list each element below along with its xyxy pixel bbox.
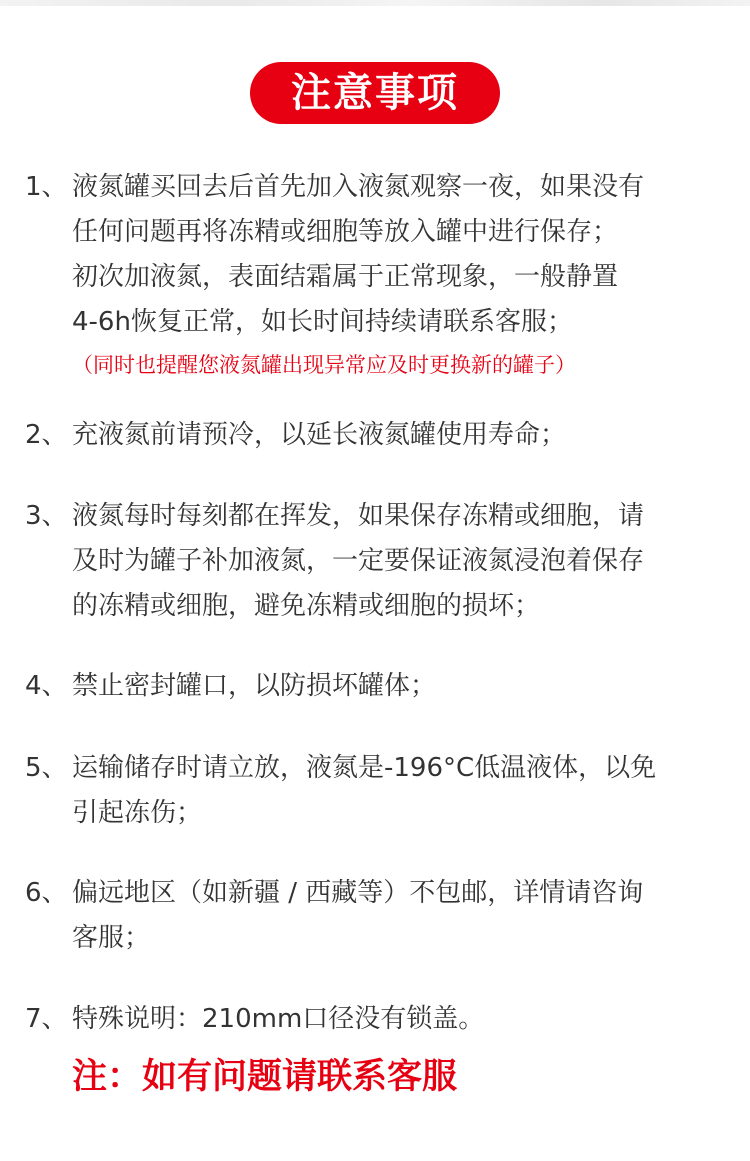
item-number: 5、 <box>25 753 68 783</box>
item-text-line: 4-6h恢复正常，如长时间持续请联系客服； <box>72 307 573 337</box>
item-text-line: 任何问题再将冻精或细胞等放入罐中进行保存； <box>72 217 619 247</box>
item-number: 7、 <box>25 1004 68 1034</box>
item-text-line: 特殊说明：210mm口径没有锁盖。 <box>72 1004 485 1034</box>
item-number: 2、 <box>25 420 68 450</box>
item-text-line: 液氮罐买回去后首先加入液氮观察一夜，如果没有 <box>72 172 645 202</box>
item-number: 6、 <box>25 878 68 908</box>
item-warning-note: （同时也提醒您液氮罐出现异常应及时更换新的罐子） <box>72 353 576 377</box>
item-text-line: 客服； <box>72 923 151 953</box>
item-text-line: 初次加液氮，表面结霜属于正常现象，一般静置 <box>72 262 619 292</box>
item-text-line: 偏远地区（如新疆 / 西藏等）不包邮，详情请咨询 <box>72 878 644 908</box>
item-text-line: 禁止密封罐口，以防损坏罐体； <box>72 671 437 701</box>
item-text-line: 运输储存时请立放，液氮是-196°C低温液体，以免 <box>72 753 657 783</box>
item-text-line: 引起冻伤； <box>72 798 203 828</box>
item-text-line: 液氮每时每刻都在挥发，如果保存冻精或细胞，请 <box>72 501 645 531</box>
top-decor-strip <box>0 0 750 6</box>
item-text-line: 的冻精或细胞，避免冻精或细胞的损坏； <box>72 591 541 621</box>
page-title: 注意事项 <box>250 62 500 124</box>
item-text-line: 及时为罐子补加液氮，一定要保证液氮浸泡着保存 <box>72 546 645 576</box>
item-number: 3、 <box>25 501 68 531</box>
item-text-line: 充液氮前请预冷，以延长液氮罐使用寿命； <box>72 420 567 450</box>
item-number: 1、 <box>25 172 68 202</box>
item-number: 4、 <box>25 671 68 701</box>
footer-contact-note: 注：如有问题请联系客服 <box>72 1057 458 1097</box>
